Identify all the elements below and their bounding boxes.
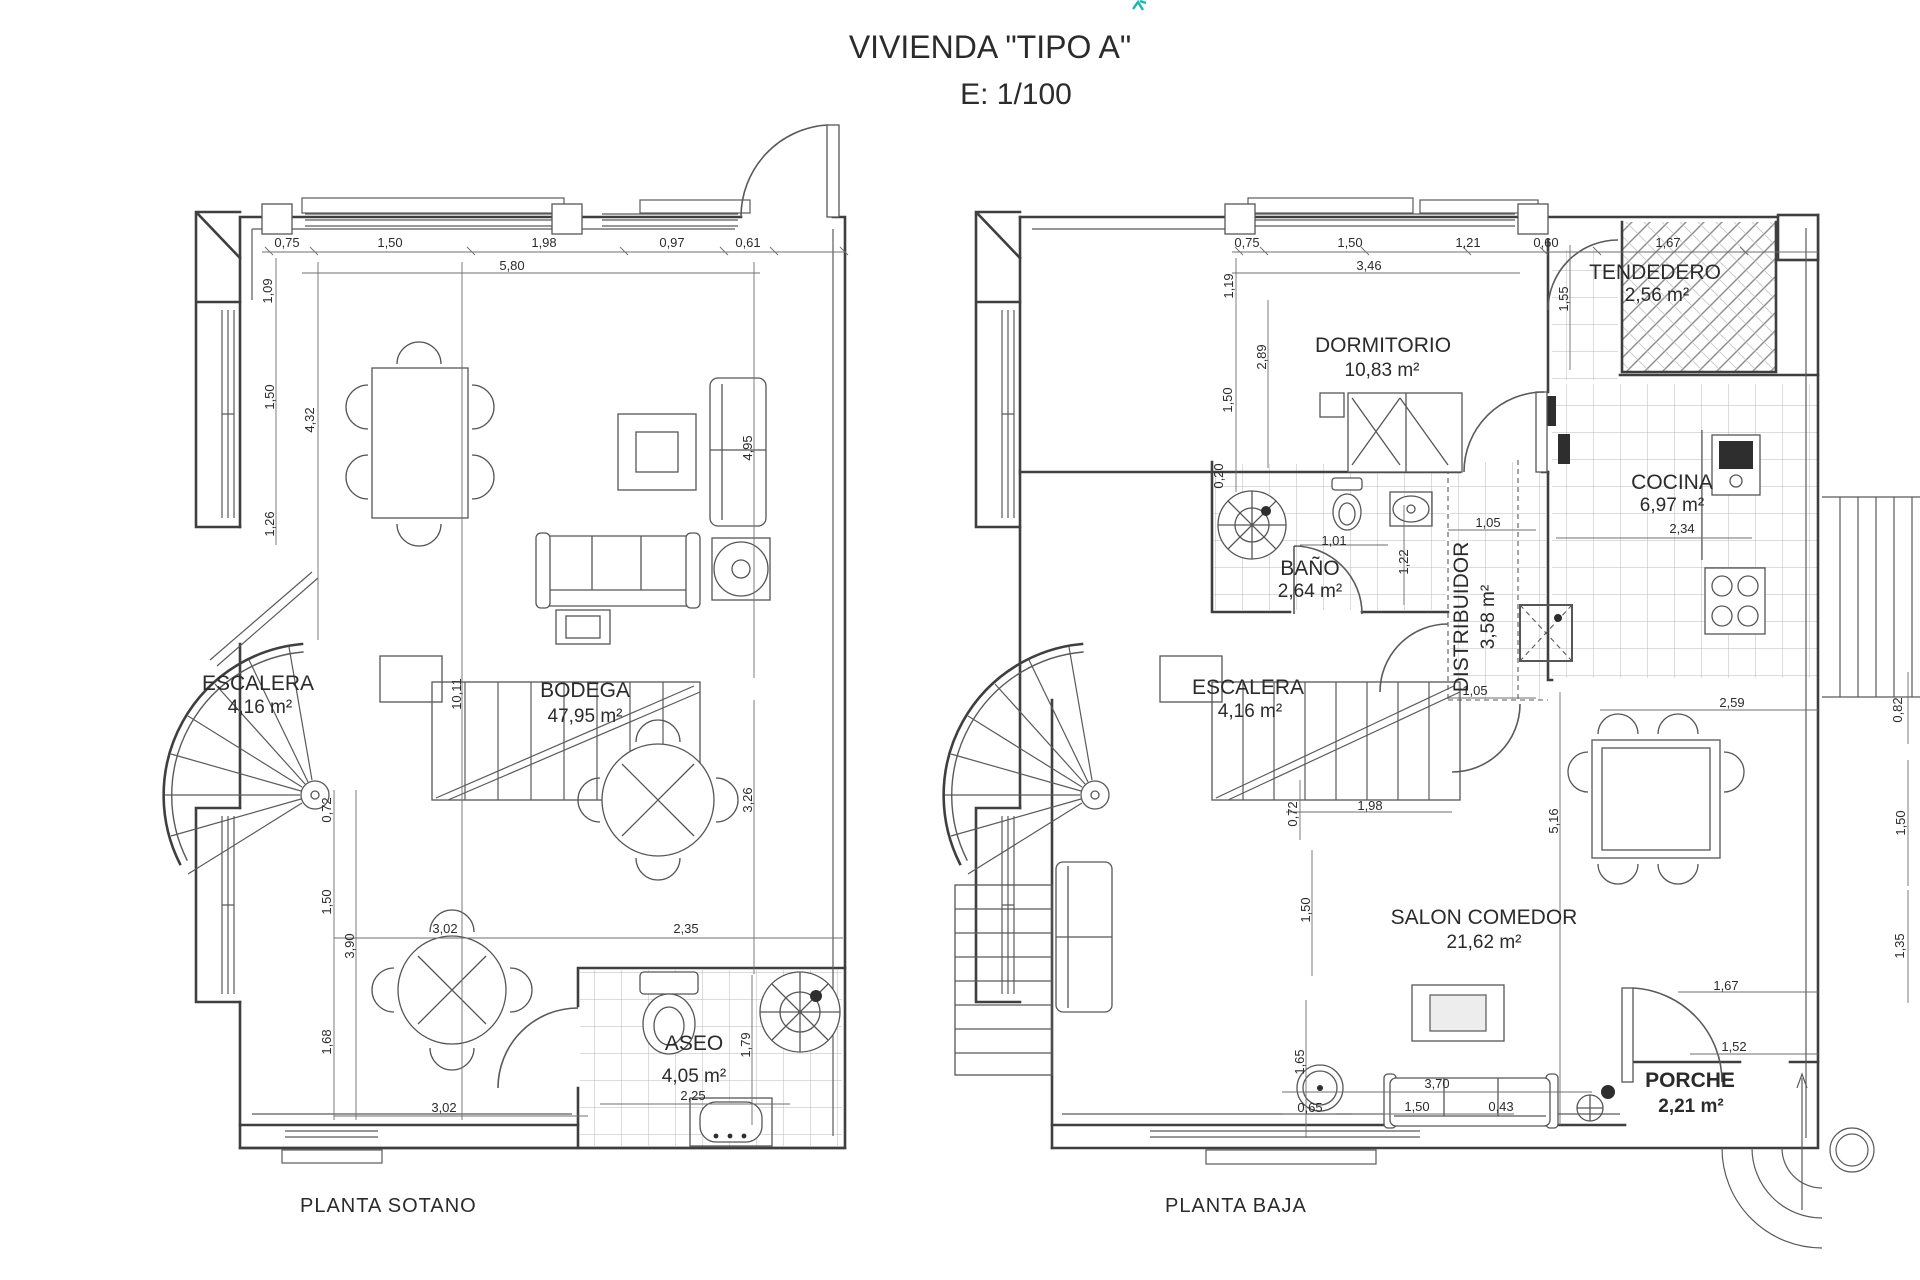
dim-label: 1,65 [1292, 1049, 1307, 1075]
dining-table [346, 342, 494, 546]
dim-label: 3,02 [431, 1100, 457, 1115]
room-area-label: 6,97 m² [1639, 495, 1705, 516]
dim-label: 3,02 [432, 921, 458, 936]
room-label: BAÑO [1280, 557, 1340, 580]
tv-cabinet [618, 414, 696, 490]
room-area-label: 2,56 m² [1624, 285, 1690, 306]
wall-basin [712, 538, 770, 600]
dim-label: 1,22 [1396, 549, 1411, 575]
dim-label: 0,82 [1890, 697, 1905, 723]
dim-label: 1,52 [1721, 1039, 1747, 1054]
dim-label: 1,50 [319, 889, 334, 915]
title-line1: VIVIENDA "TIPO A" [848, 29, 1132, 65]
dim-label: 1,98 [1357, 798, 1383, 813]
room-label: ESCALERA [1191, 676, 1305, 699]
dim-label: 2,89 [1254, 344, 1269, 370]
room-label: ESCALERA [201, 672, 315, 695]
dim-label: 4,32 [302, 407, 317, 433]
dim-label: 1,50 [262, 384, 277, 410]
dim-label: 1,01 [1321, 533, 1347, 548]
room-area-label: 3,58 m² [1478, 584, 1499, 650]
dim-label: 0,60 [1533, 235, 1559, 250]
exterior-stair [955, 885, 1052, 1075]
room-label: COCINA [1631, 471, 1713, 494]
dim-label: 3,26 [740, 787, 755, 813]
room-area-label: 4,16 m² [227, 697, 293, 718]
side-table [556, 610, 610, 644]
dim-label: 0,75 [274, 235, 300, 250]
dim-label: 2,34 [1669, 521, 1695, 536]
dim-label: 1,50 [1220, 387, 1235, 413]
room-area-label: 47,95 m² [547, 706, 623, 727]
caption-sotano: PLANTA SOTANO [300, 1195, 477, 1217]
dining-table-baja [1592, 740, 1720, 858]
plan-baja [944, 198, 1920, 1248]
sofa [536, 533, 700, 608]
straight-stair-baja [1212, 682, 1460, 800]
room-label: DISTRIBUIDOR [1450, 541, 1473, 693]
room-area-label: 4,05 m² [661, 1066, 727, 1087]
dim-label: 1,98 [531, 235, 557, 250]
dim-label: 0,43 [1488, 1099, 1514, 1114]
dim-label: 1,79 [738, 1032, 753, 1058]
stove [1705, 568, 1765, 634]
room-label: PORCHE [1645, 1069, 1735, 1092]
dim-label: 1,67 [1655, 235, 1681, 250]
dim-label: 0,20 [1211, 463, 1226, 489]
room-label: TENDEDERO [1589, 261, 1721, 284]
dim-label: 1,35 [1892, 933, 1907, 959]
dim-label: 5,16 [1546, 808, 1561, 834]
room-label: ASEO [664, 1032, 724, 1055]
room-area-label: 10,83 m² [1344, 360, 1420, 381]
round-table [578, 720, 738, 880]
room-area-label: 21,62 m² [1446, 932, 1522, 953]
dim-label: 0,65 [1297, 1100, 1323, 1115]
dim-label: 1,50 [1337, 235, 1363, 250]
dim-label: 1,50 [1893, 810, 1908, 836]
dim-label: 1,55 [1556, 286, 1571, 312]
dim-label: 5,80 [499, 258, 525, 273]
dim-label: 10,11 [449, 678, 464, 710]
spiral-stair-baja [945, 647, 1109, 874]
dim-label: 1,21 [1455, 235, 1481, 250]
porche-symbols [1577, 1085, 1615, 1121]
dim-label: 1,50 [1298, 897, 1313, 923]
dim-label: 1,05 [1462, 683, 1488, 698]
dim-label: 4,95 [740, 435, 755, 461]
dim-label: 2,59 [1719, 695, 1745, 710]
room-area-label: 4,16 m² [1217, 701, 1283, 722]
caption-baja: PLANTA BAJA [1165, 1195, 1307, 1217]
dim-label: 1,26 [262, 511, 277, 537]
dim-label: 0,97 [659, 235, 685, 250]
dim-label: 1,19 [1221, 273, 1236, 299]
dim-label: 1,50 [377, 235, 403, 250]
dim-label: 3,90 [342, 933, 357, 959]
teal-cursor-artifact [1133, 1, 1146, 10]
bed [1320, 393, 1462, 472]
dim-label: 1,05 [1475, 515, 1501, 530]
dim-label: 3,70 [1424, 1076, 1450, 1091]
dim-label: 0,72 [1285, 801, 1300, 827]
dim-label: 1,68 [319, 1029, 334, 1055]
dim-label: 0,72 [319, 797, 334, 823]
sheet-title [849, 29, 1131, 111]
dim-label: 0,75 [1234, 235, 1260, 250]
dim-label: 2,25 [680, 1088, 706, 1103]
entry-door [741, 125, 839, 217]
dim-label: 0,61 [735, 235, 761, 250]
dim-label: 1,67 [1713, 978, 1739, 993]
dim-label: 3,46 [1356, 258, 1382, 273]
room-area-label: 2,21 m² [1658, 1096, 1724, 1117]
plan-sotano [164, 125, 848, 1217]
dim-label: 1,09 [260, 278, 275, 304]
room-label: DORMITORIO [1314, 334, 1452, 357]
room-label: BODEGA [540, 679, 630, 702]
title-line2: E: 1/100 [960, 78, 1072, 111]
room-area-label: 2,64 m² [1277, 581, 1343, 602]
dim-label: 1,50 [1404, 1099, 1430, 1114]
room-label: SALON COMEDOR [1390, 906, 1578, 929]
armchair [710, 378, 766, 526]
dim-label: 2,35 [673, 921, 699, 936]
